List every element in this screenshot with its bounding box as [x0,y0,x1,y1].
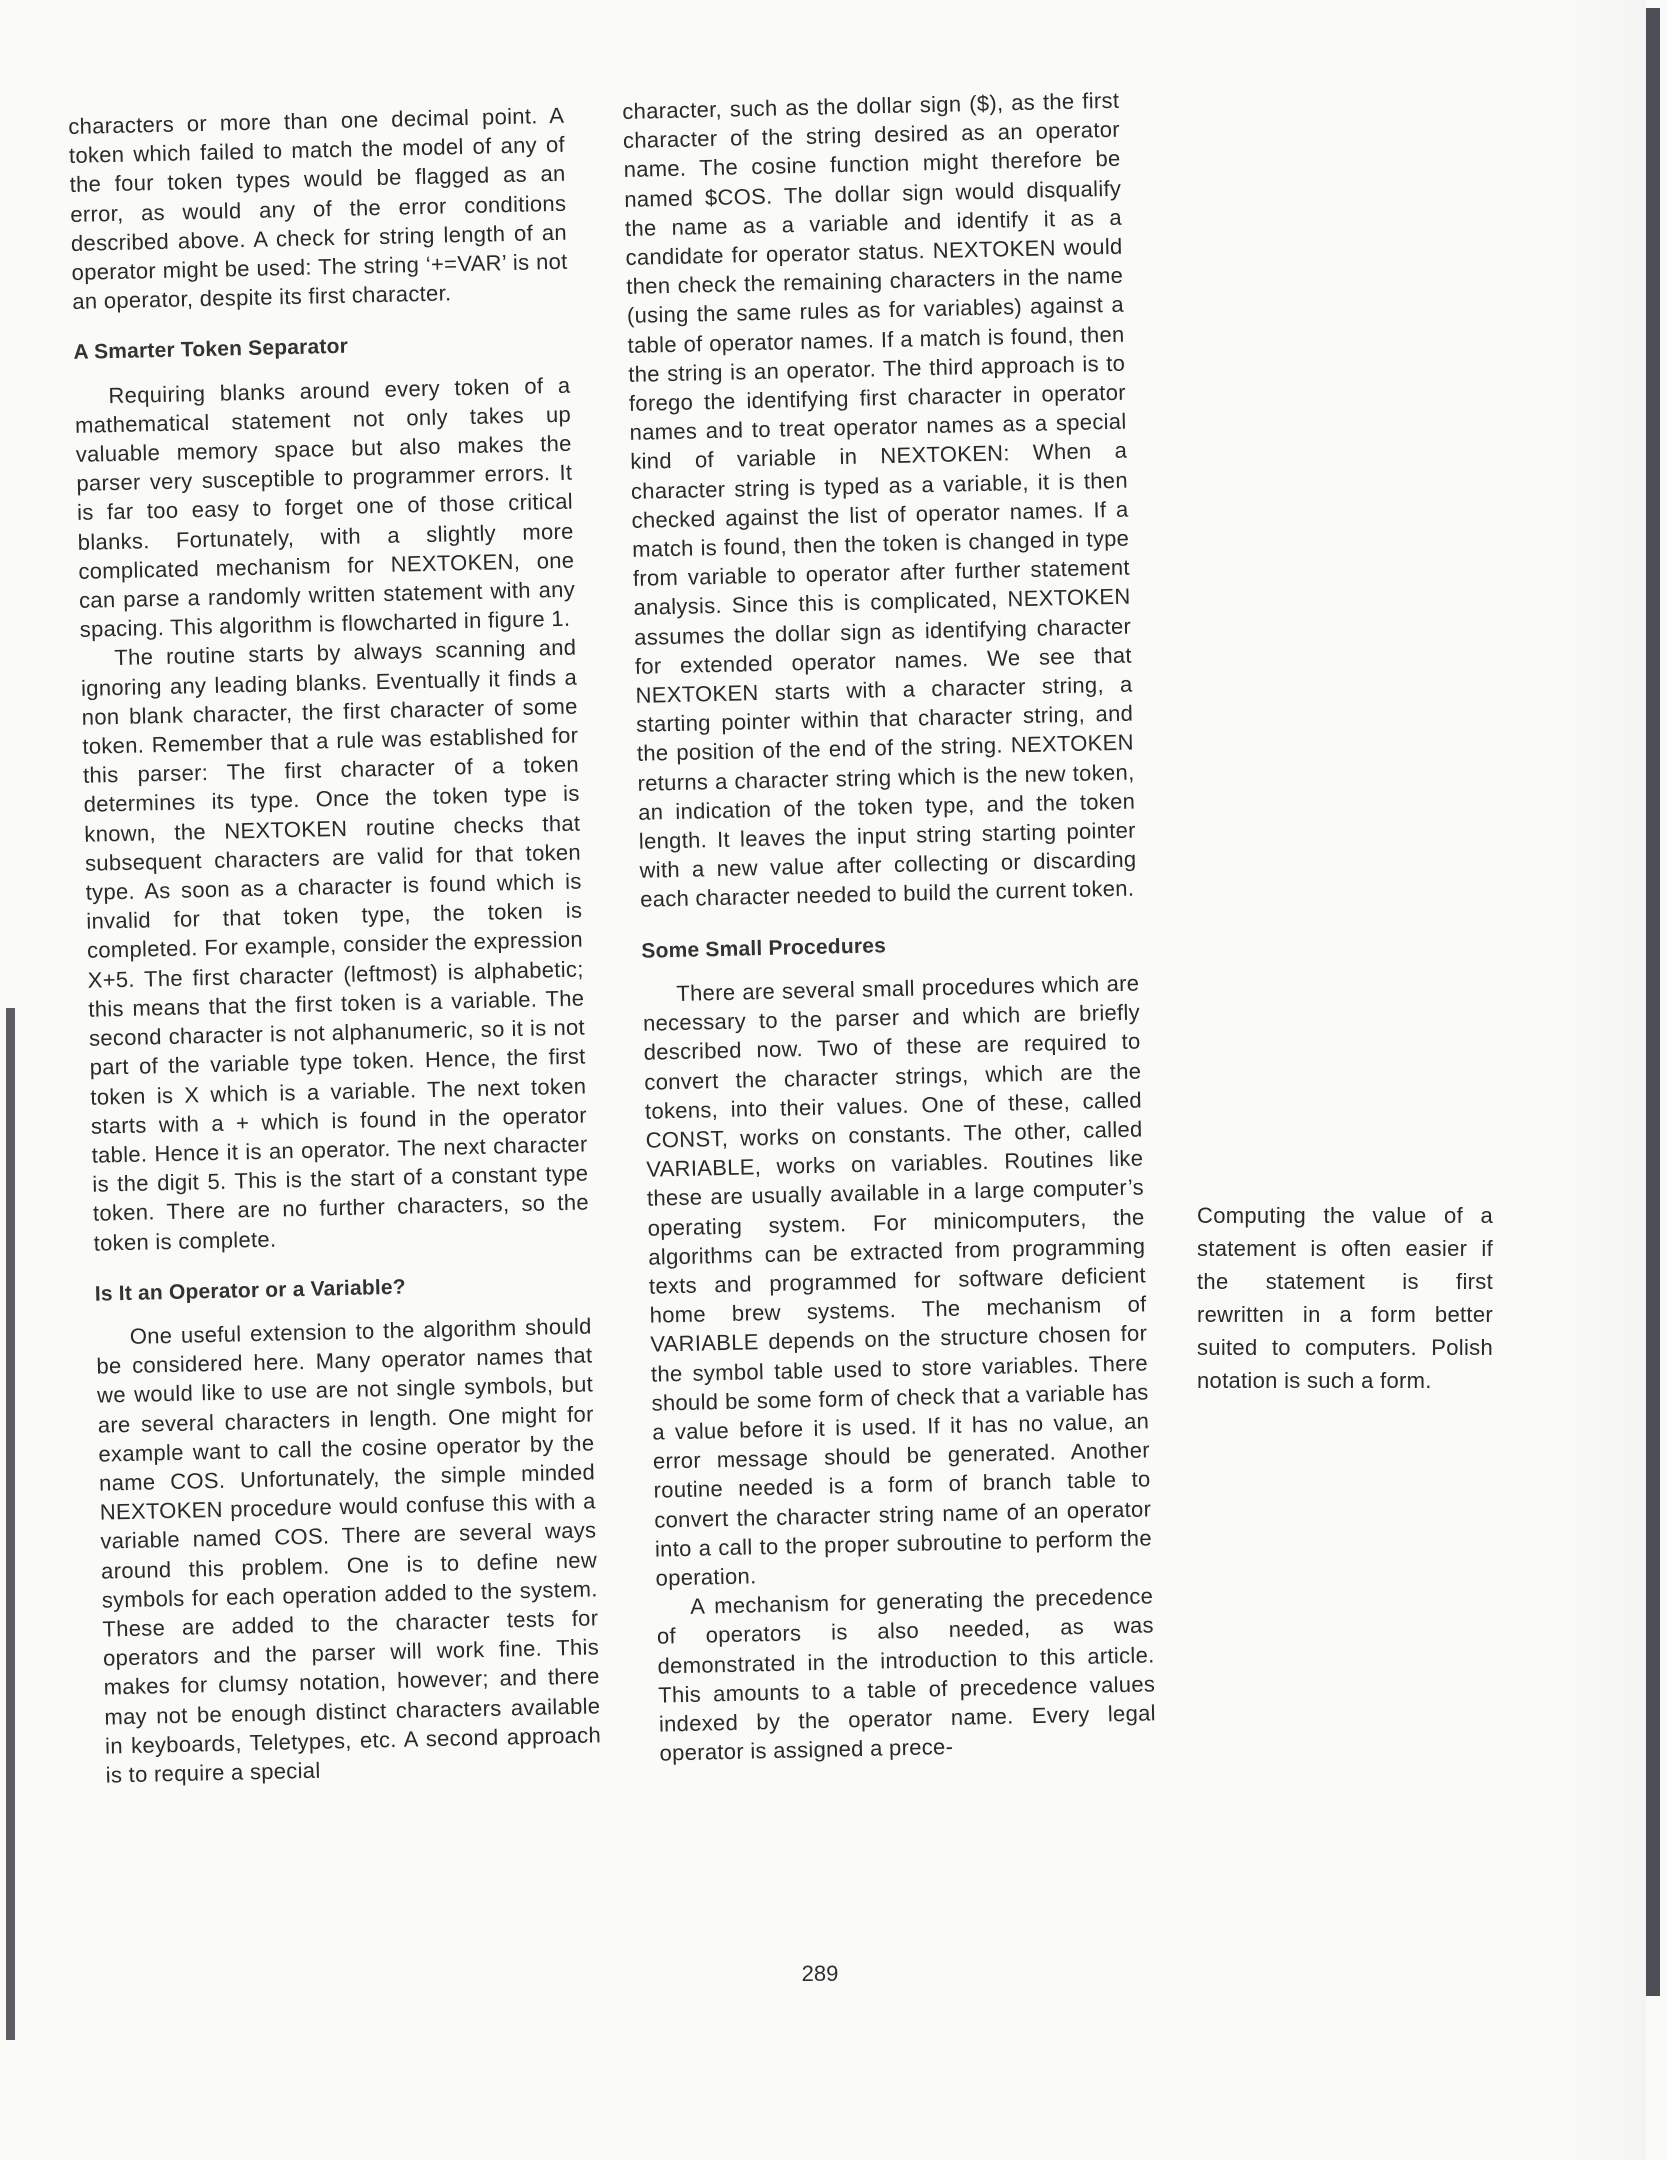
text-column-middle [622,86,1157,1768]
scan-shadow [1560,0,1646,2160]
paragraph: character, such as the dollar sign ($), as the first character of the string desired as an operator name. The cosine function might therefore be named $COS. The dollar sign would disqualify the name as a variable and identify it as a candidate for operator status. NEXTOKEN would then check the remaining characters in the name (using the same rules as for variables) against a table of operator names. If a match is found, then the string is an operator. The third approach is to forego the identifying first character in operator names and to treat operator names as a special kind of variable in NEXTOKEN: When a character string is typed as a variable, it is then checked against the list of operator names. If a match is found, then the token is changed in type from variable to operator after further statement analysis. Since this is complicated, NEXTOKEN assumes the dollar sign as identifying character for extended operator names. We see that NEXTOKEN starts with a character string, a starting pointer within that character string, and the position of the end of the string. NEXTOKEN returns a character string which is the new token, an indication of the token type, and the token length. It leaves the input string starting pointer with a new value after collecting or discarding each character needed to build the current token. [622,87,1137,913]
section-heading: A Smarter Token Separator [73,335,349,365]
section-heading: Some Small Procedures [641,933,887,963]
paragraph: A mechanism for generating the precedence of operators is also needed, as was demonstrated in the introduction to this article. This amounts to a table of precedence values indexed by the operator name. Every legal operator is assigned a prece- [656,1583,1157,1766]
paragraph: There are several small procedures which are necessary to the parser and which are briefly described now. Two of these are required to convert the character strings, which are the tokens, into their values. One of these, called CONST, works on constants. The other, called VARIABLE, works on variables. Routines like these are usually available in a large computer’s operating system. For minicomputers, the algorithms can be extracted from programming texts and programmed for software deficient home brew systems. The mechanism of VARIABLE depends on the structure chosen for the symbol table used to store variables. There should be some form of check that a variable has a value before it is used. If it has no value, an error message should be generated. Another routine needed is a form of branch table to convert the character string name of an operator into a call to the proper subroutine to perform the operation. [642,970,1153,1591]
page-number: 289 [801,1961,839,1986]
left-page-edge [6,1008,15,2040]
section-heading: Is It an Operator or a Variable? [94,1275,407,1306]
paragraph: The routine starts by always scanning and ignoring any leading blanks. Eventually it finds a non blank character, the first character of some token. Remember that a rule was established for this parser: The first character of a token determines its type. Once the token type is known, the NEXTOKEN routine checks that subsequent characters are valid for that token type. As soon as a character is found which is invalid for that token type, the token is completed. For example, consider the expression X+5. The first character (leftmost) is alphabetic; this means that the first token is a variable. The second character is not alphanumeric, so it is not part of the variable type token. Hence, the first token is X which is a variable. The next token starts with a + which is found in the operator table. Hence it is an operator. The next character is the digit 5. This is the start of a constant type token. There are no further characters, so the token is complete. [80,635,590,1256]
pull-quote-text: Computing the value of a statement is often easier if the statement is first rewritten in a form better suited to computers. Polish notation is such a form. [1197,1203,1493,1393]
text-column-left [68,101,602,1790]
right-page-edge [1646,8,1660,1996]
paragraph: Requiring blanks around every token of a mathematical statement not only takes up valuable memory space but also makes the parser very susceptible to programmer errors. It is far too easy to forget one of those critical blanks. Fortunately, with a slightly more complicated mechanism for NEXTOKEN, one can parse a randomly written statement with any spacing. This algorithm is flowcharted in figure 1. [74,372,576,643]
paragraph: One useful extension to the algorithm should be considered here. Many operator names that we would like to use are not single symbols, but are several characters in length. One might for example want to call the cosine operator by the name COS. Unfortunately, the simple minded NEXTOKEN procedure would confuse this with a variable named COS. There are several ways around this problem. One is to define new symbols for each operation added to the system. These are added to the character tests for operators and the parser will work fine. This makes for clumsy notation, however; and there may not be enough distinct characters available in keyboards, Teletypes, etc. A second approach is to require a special [96,1313,602,1788]
sidebar-pull-quote [1197,1199,1493,1397]
paragraph: characters or more than one decimal point. A token which failed to match the model of any of the four token types would be flagged as an error, as would any of the error conditions described above. A check for string length of an operator might be used: The string ‘+=VAR’ is not an operator, despite its first character. [68,102,568,315]
